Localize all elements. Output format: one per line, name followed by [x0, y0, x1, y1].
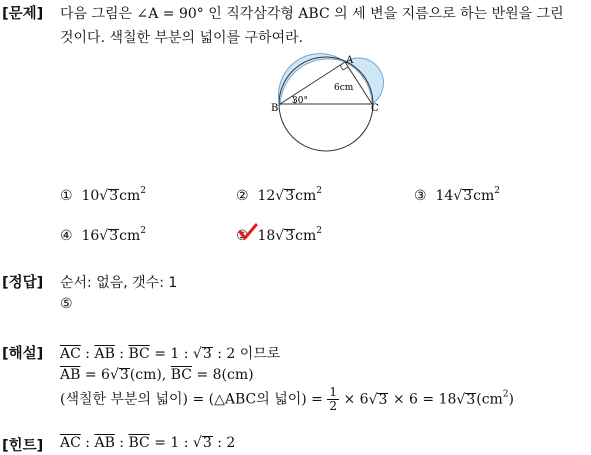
choice-3[interactable]: ③ $14√3cm^2$ — [414, 186, 500, 204]
answer-line-1: 순서: 없음, 갯수: 1 — [60, 275, 178, 291]
choice-2[interactable]: ② $12√3cm^2$ — [236, 186, 322, 204]
hint-line: $\overline{AC}$ : $\overline{AB}$ : $\overline{BC} = 1$ : √3 : 2 — [60, 435, 236, 451]
check-mark-icon — [238, 223, 258, 241]
problem-tag: [문제] — [2, 6, 44, 22]
explanation-line-3: (색칠한 부분의 넓이) = (△ABC의 넓이) = $\frac{1}{2}$ × $6√3 \times 6 = 18√3(cm^2)$ — [60, 385, 515, 413]
hint-tag: [힌트] — [2, 438, 44, 454]
explanation-tag: [해설] — [2, 346, 44, 362]
answer-line-2: ⑤ — [60, 296, 73, 312]
label-angle: 30° — [292, 96, 308, 106]
problem-line-2: 것이다. 색칠한 부분의 넓이를 구하여라. — [60, 30, 304, 46]
label-b: B — [271, 103, 279, 114]
explanation-line-1: $\overline{AC}$ : $\overline{AB}$ : $\overline{BC} = 1$ : √3 : 2 이므로 — [60, 346, 281, 362]
answer-tag: [정답] — [2, 275, 44, 291]
choice-1[interactable]: ① $10√3cm^2$ — [60, 186, 146, 204]
explanation-line-2: $\overline{AB} = 6√3(cm)$, $\overline{BC} = 8(cm)$ — [60, 367, 254, 383]
choice-4[interactable]: ④ $16√3cm^2$ — [60, 226, 146, 244]
problem-line-1: 다음 그림은 ∠A = 90° 인 직각삼각형 ABC 의 세 변을 지름으로 하는 반원을 그린 — [60, 6, 564, 22]
choice-5[interactable]: ⑤ $18√3cm^2$ — [236, 226, 322, 244]
label-c: C — [371, 103, 379, 114]
label-side: 6cm — [334, 83, 354, 93]
label-a: A — [346, 55, 354, 66]
